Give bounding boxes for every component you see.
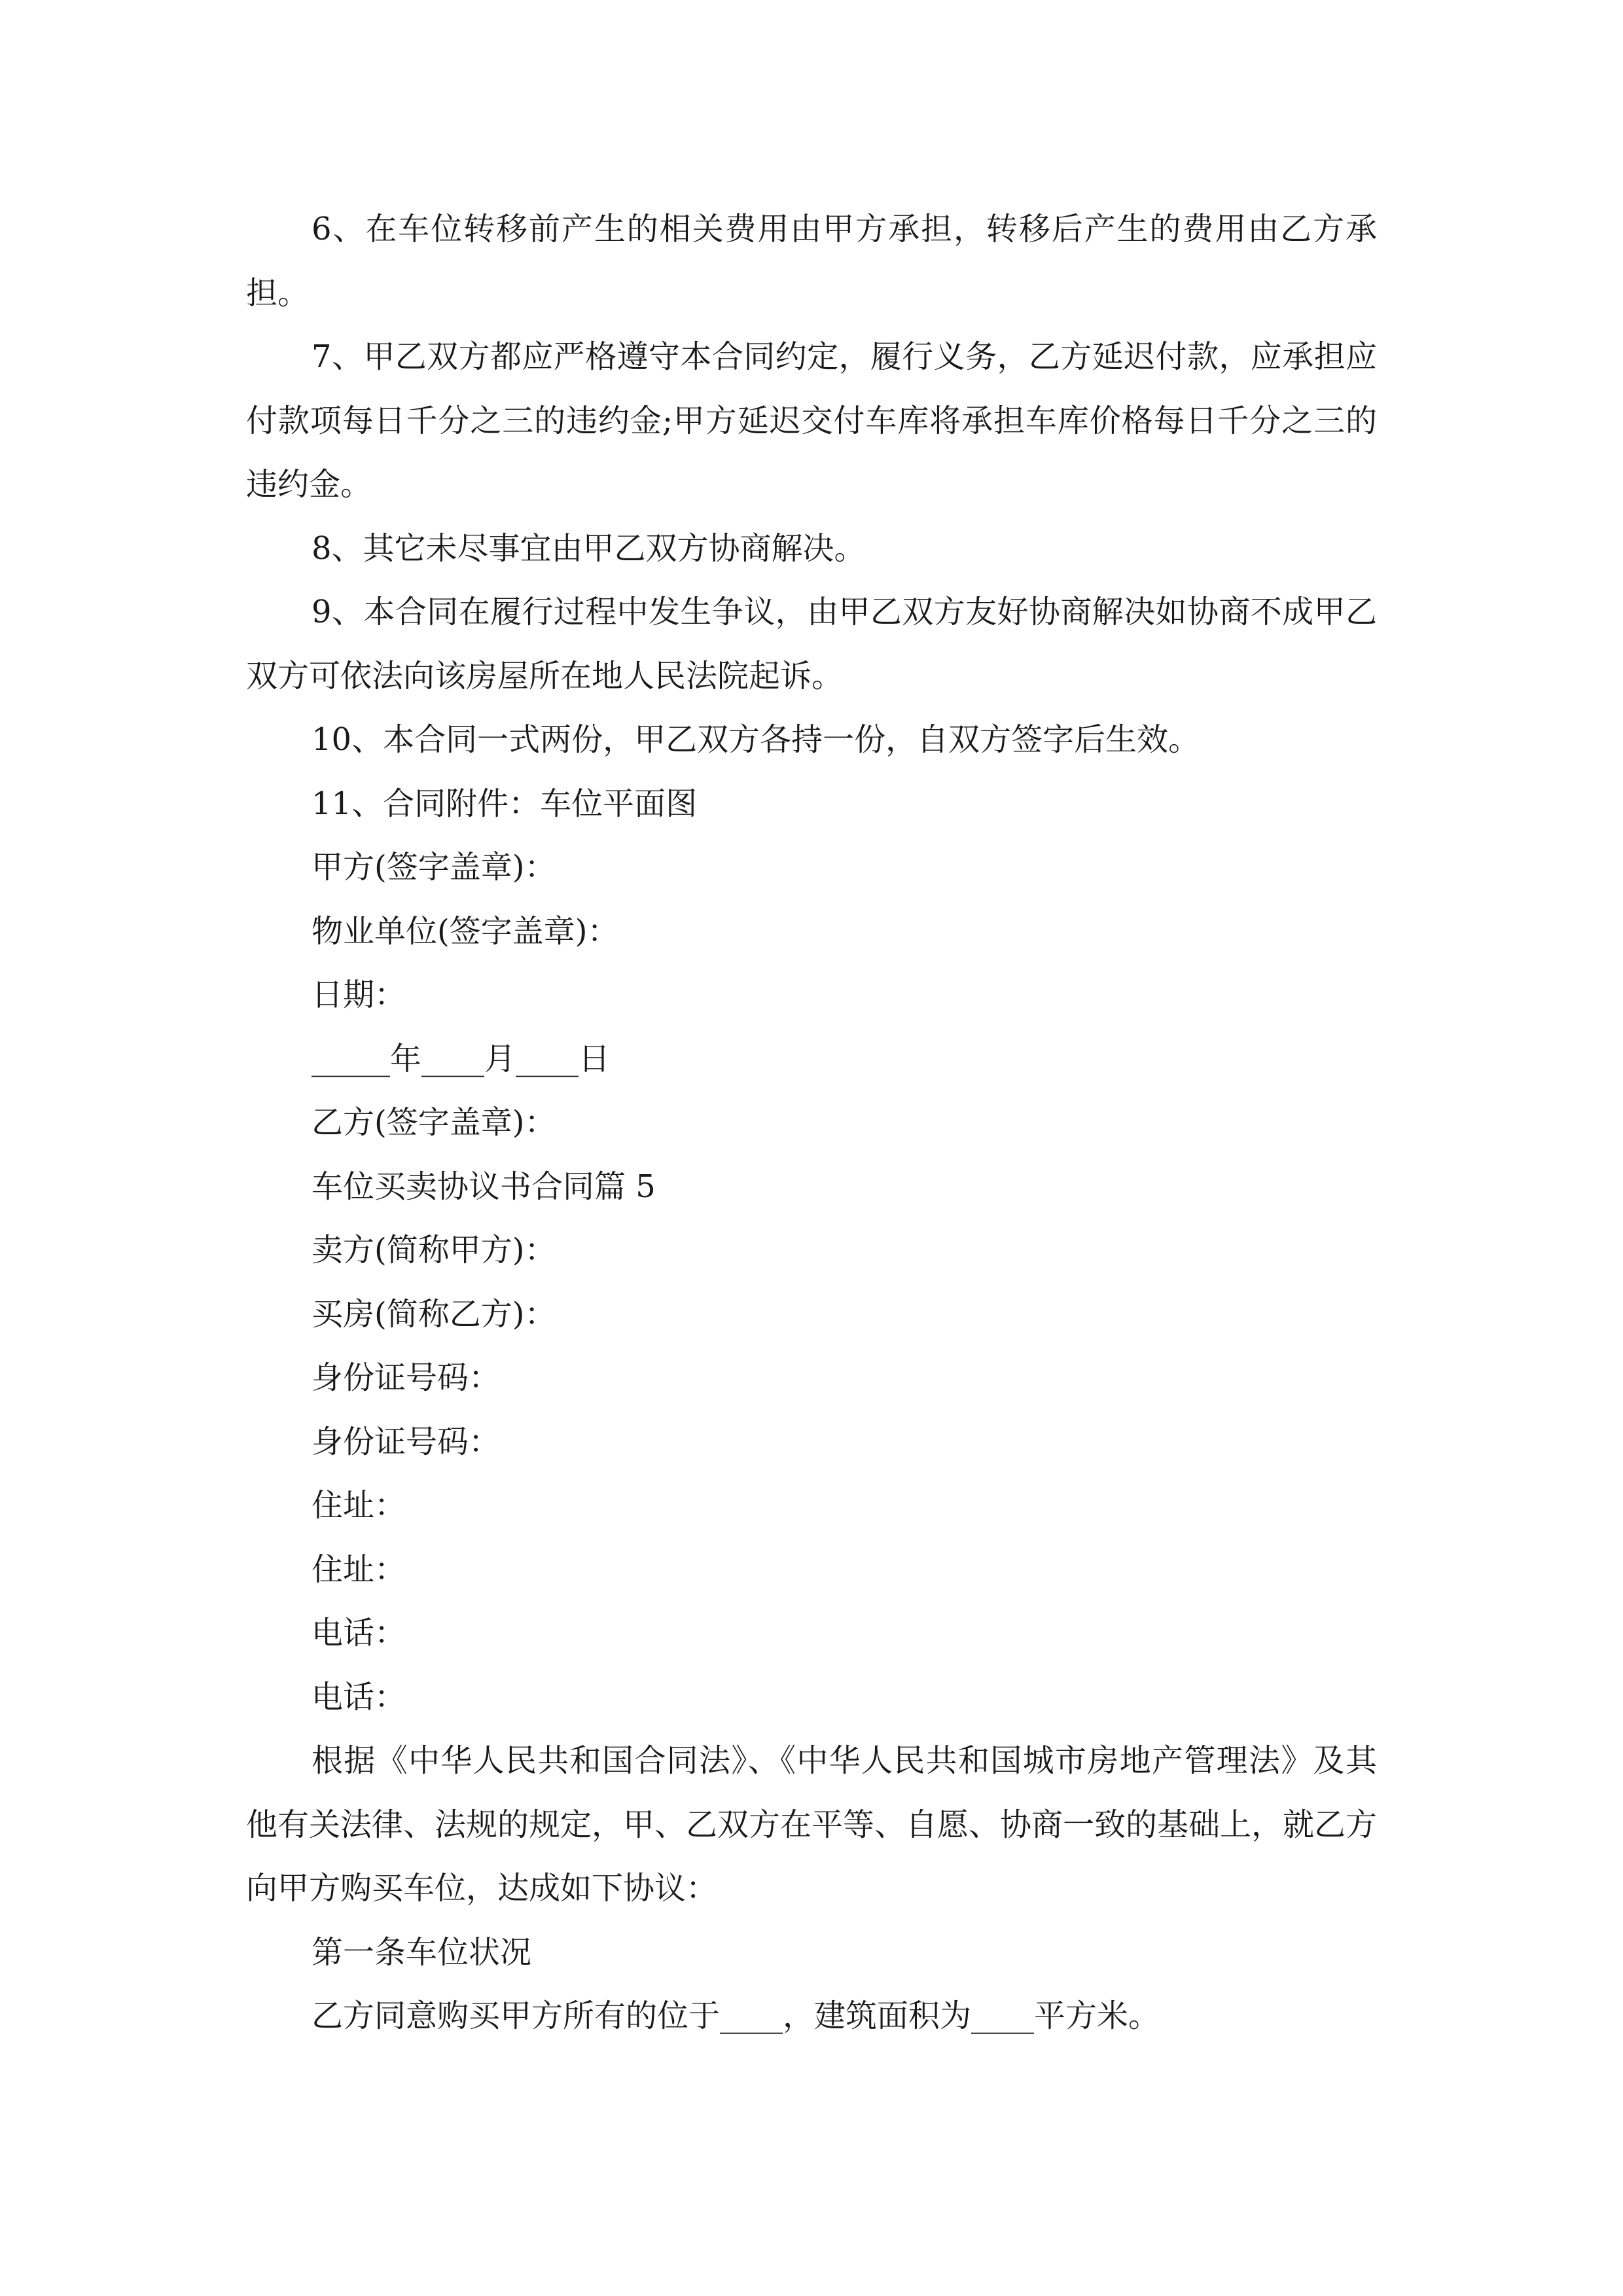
date-label: 日期： [312, 977, 406, 1013]
buyer-field: 买房(简称乙方)： [312, 1295, 556, 1333]
article-1-text: 乙方同意购买甲方所有的位于____，建筑面积为____平方米。 [312, 1998, 1160, 2034]
party-b-signature: 乙方(签字盖章)： [312, 1104, 556, 1141]
clause-10: 10、本合同一式两份，甲乙双方各持一份，自双方签字后生效。 [312, 721, 1200, 758]
document-body [246, 198, 1377, 2049]
address-field: 住址： [312, 1551, 406, 1588]
id-number-field: 身份证号码： [312, 1359, 501, 1396]
article-1-heading: 第一条车位状况 [312, 1933, 532, 1971]
clause-7: 7、甲乙双方都应严格遵守本合同约定，履行义务，乙方延迟付款，应承担应付款项每日千分之三的违约金;甲方延迟交付车库将承担车库价格每日千分之三的违约金。 [246, 338, 1377, 503]
id-number-field: 身份证号码： [312, 1423, 501, 1460]
section-title: 车位买卖协议书合同篇 5 [312, 1168, 656, 1205]
clause-6: 6、在车位转移前产生的相关费用由甲方承担，转移后产生的费用由乙方承担。 [246, 211, 1377, 312]
property-unit-signature: 物业单位(签字盖章)： [312, 912, 619, 950]
clause-8: 8、其它未尽事宜由甲乙双方协商解决。 [312, 529, 866, 567]
phone-field: 电话： [312, 1678, 406, 1715]
party-a-signature: 甲方(签字盖章)： [312, 849, 556, 886]
address-field: 住址： [312, 1487, 406, 1524]
phone-field: 电话： [312, 1615, 406, 1651]
clause-11: 11、合同附件：车位平面图 [312, 785, 698, 822]
date-blanks: _____年____月____日 [312, 1040, 611, 1077]
seller-field: 卖方(简称甲方)： [312, 1232, 556, 1268]
preamble-paragraph: 根据《中华人民共和国合同法》、《中华人民共和国城市房地产管理法》及其他有关法律、法规的规定，甲、乙双方在平等、自愿、协商一致的基础上，就乙方向甲方购买车位，达成如下协议： [246, 1742, 1378, 1907]
clause-9: 9、本合同在履行过程中发生争议，由甲乙双方友好协商解决如协商不成甲乙双方可依法向该房屋所在地人民法院起诉。 [246, 594, 1377, 694]
